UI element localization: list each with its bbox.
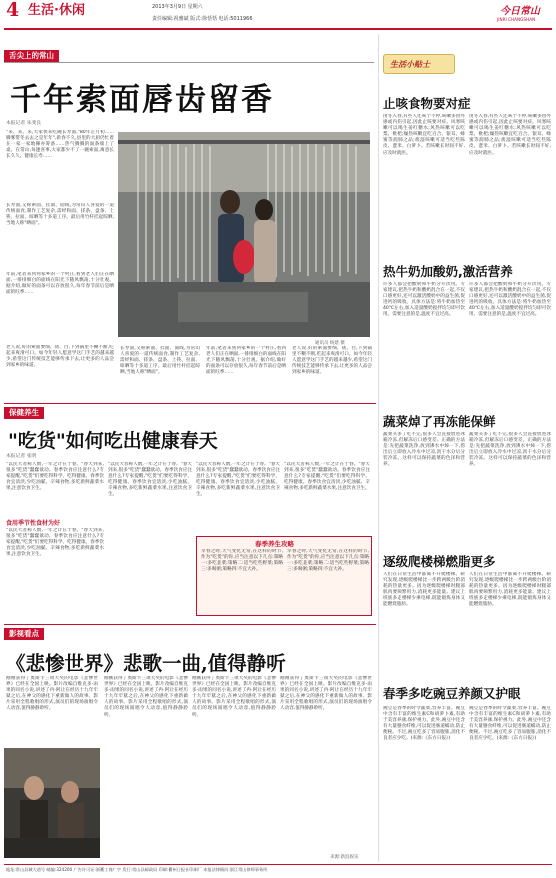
section-rule-2 — [4, 624, 376, 625]
foodie-body-col1b: "以民大者称人数,一年之计在于春。"春天到来,很多"吃货"蠢蠢欲动。春季饮食应注意什么?专家提醒,"吃货"们要吃得科学、吃得健康。春季饮食宜清淡,少吃油腻、辛辣食物,多吃新鲜蔬菜水果,注意饮食卫生。 — [6, 528, 104, 558]
main-body-col1: "来、来、来,大家快来吃碗长寿面,"80年正月初……腾雾带冬去去之是年年",新春不久,县里的大厨仍忙着在一家一家地操办筹备……热气腾腾的面条端上了桌。在常山,每逢喜事,大家都少不了一碗索面,寓意长长久久、健康长寿…… — [6, 130, 114, 160]
film-body-col1: 刚刚获得了奥斯卡三项大奖的电影《悲惨世界》已经在全国上映。影片改编自维克多·雨果的同名小说,讲述了冉·阿让在经历十九年牢狱之后,在神父的感化下重新做人的故事。影片采用全程歌唱的形式,演员们的现场演唱令人动容,值得静静聆听。 — [6, 676, 98, 712]
footer-rule — [4, 864, 552, 865]
main-body-col1b: 长寿面,又称索面、挂面、面线,为常山人喜爱的一道传统面食,制作工艺复杂,需经和面、搓条、盘条、上筷、拉面、晾晒等十多道工序。最后用竹杆挂起晾晒,当地人称"晒面"。 — [6, 203, 114, 227]
main-body-col4: 老人说,好的索面要细、韧、白,下到锅里不糊不断,吃起来爽滑可口。如今年轻人愿意学这门手艺的越来越少,希望这门传统技艺能够传承下去,让更多的人品尝到家乡的味道。 — [292, 346, 372, 376]
market-photo — [118, 132, 370, 337]
health-box-badge — [383, 54, 455, 74]
main-body-col1c: 年前,笔者来到何家乡的一个村庄,看到老人们正在晒面,一排排细白的面线在阳光下随风飘荡,十分壮观。据介绍,做好的面条可以存放很久,每年春节前后是晒面的旺季…… — [6, 272, 114, 296]
tip-3-headline: 蔬菜焯了再冻能保鲜 — [383, 414, 496, 429]
tip-2-body-a: 许多人都会把酸奶和牛奶分开饮用。专家建议,把热牛奶和酸奶混合在一起,不仅口感更好,还可以激活酸奶中的益生菌,促进钙的吸收。具体方法是:将牛奶加热至40℃左右,加入适量酸奶搅拌均匀即可饮用。需要注意的是,温度不宜过高。 — [383, 282, 465, 318]
spring-sidebar-body-2: 早春之时,天气变化无常,在这样的时节,作为"吃货"的你,应当注意以下几点:策略一:多吃韭菜;策略二:适当吃些野菜;策略三:多喝粥;策略四:不宜大补。 — [287, 549, 369, 573]
section-rule-1 — [4, 403, 376, 404]
foodie-subhead: 食用季节性食材为好 — [6, 520, 61, 527]
tip-1-headline: 止咳食物要对症 — [383, 96, 471, 111]
section-title: 生活·休闲 — [28, 3, 85, 18]
foodie-kicker: 保健养生 — [4, 407, 44, 419]
tip-1-body-b: 由冬入春,有些人还咳个不停,咳嗽多由外感或内伤引起,因此止咳要对症。风寒咳嗽可以喝生姜红糖水;风热咳嗽可以吃梨、枇杷;燥热咳嗽宜吃百合、银耳、蜂蜜等润肺之品;痰湿咳嗽可适当吃些陈皮、薏米、白萝卜。若咳嗽长时间不好,应及时就医。 — [469, 114, 551, 156]
market-photo-graphic — [118, 132, 370, 337]
main-body-col2: 长寿面,又称索面、挂面、面线,为常山人喜爱的一道传统面食,制作工艺复杂,需经和面、搓条、盘条、上筷、拉面、晾晒等十多道工序。最后用竹杆挂起晾晒,当地人称"晒面"。 — [120, 346, 200, 376]
film-kicker: 影视看点 — [4, 628, 44, 640]
tip-3-body-b: 蔬菜买多了吃不完,很多人会直接放进冰箱冷冻,但解冻后口感变差。正确的方法是:先把蔬菜洗净,放到沸水中焯一下,捞出后立即放入冷水中过凉,沥干水分后分装冷冻。这样可以保持蔬菜的色泽和营养。 — [469, 432, 551, 468]
photo-credit: 通讯员 杨建 摄 — [315, 341, 345, 346]
tip-4-body-b: 人们在日常生活中都离不开爬楼梯。研究发现,逐级爬楼梯比一步跨两级台阶消耗的热量更多。因为逐级爬楼梯时腿部肌肉要频繁用力,消耗更多能量。建议上班族多走楼梯少乘电梯,既能锻炼身体又能燃烧脂肪。 — [469, 572, 551, 608]
editor-info: 责任编辑:祝雅斌 版式:徐恬恬 电话:5011966 — [152, 16, 253, 22]
paper-name: 今日常山 — [500, 6, 540, 17]
health-box-title: 生活小贴士 — [390, 60, 430, 69]
foodie-body-col4: "以民大者称人数,一年之计在于春。"春天到来,很多"吃货"蠢蠢欲动。春季饮食应注意什么?专家提醒,"吃货"们要吃得科学、吃得健康。春季饮食宜清淡,少吃油腻、辛辣食物,多吃新鲜蔬菜水果,注意饮食卫生。 — [284, 462, 370, 492]
film-credit: 来源:新浪娱乐 — [330, 855, 359, 860]
page-number: 4 — [6, 0, 20, 21]
main-kicker: 舌尖上的常山 — [4, 50, 59, 62]
masthead — [0, 0, 556, 30]
film-still-photo — [4, 748, 100, 858]
film-still-graphic — [4, 748, 100, 858]
main-divider — [4, 62, 374, 63]
tip-4-body-a: 人们在日常生活中都离不开爬楼梯。研究发现,逐级爬楼梯比一步跨两级台阶消耗的热量更多。因为逐级爬楼梯时腿部肌肉要频繁用力,消耗更多能量。建议上班族多走楼梯少乘电梯,既能锻炼身体又能燃烧脂肪。 — [383, 572, 465, 608]
tip-5-body-a: 豌豆是春季的时令蔬菜,营养丰富。豌豆中含有丰富的维生素C和胡萝卜素,有助于美容养颜,保护视力。此外,豌豆中还含有大量膳食纤维,可以促进肠道蠕动,防止便秘。不过,豌豆吃多了容易腹胀,消化不良者应少吃。(来源:《东方日报》) — [383, 706, 465, 742]
main-headline: 千年索面唇齿留香 — [10, 82, 274, 118]
foodie-body-col3: "以民大者称人数,一年之计在于春。"春天到来,很多"吃货"蠢蠢欲动。春季饮食应注意什么?专家提醒,"吃货"们要吃得科学、吃得健康。春季饮食宜清淡,少吃油腻、辛辣食物,多吃新鲜蔬菜水果,注意饮食卫生。 — [196, 462, 280, 498]
tip-5-headline: 春季多吃豌豆养颜又护眼 — [383, 686, 521, 701]
footer-info: 地址:常山县城大道号 邮编:324200 广告许可证:浙衢工商广字 发行:常山县邮政局 印刷:衢州日报社印刷厂 本报法律顾问:浙江常山律师事务所 — [6, 867, 268, 872]
tip-2-body-b: 许多人都会把酸奶和牛奶分开饮用。专家建议,把热牛奶和酸奶混合在一起,不仅口感更好,还可以激活酸奶中的益生菌,促进钙的吸收。具体方法是:将牛奶加热至40℃左右,加入适量酸奶搅拌均匀即可饮用。需要注意的是,温度不宜过高。 — [469, 282, 551, 318]
tip-2-headline: 热牛奶加酸奶,激活营养 — [383, 264, 513, 279]
foodie-headline: "吃货"如何吃出健康春天 — [8, 430, 218, 452]
tip-3-body-a: 蔬菜买多了吃不完,很多人会直接放进冰箱冷冻,但解冻后口感变差。正确的方法是:先把蔬菜洗净,放到沸水中焯一下,捞出后立即放入冷水中过凉,沥干水分后分装冷冻。这样可以保持蔬菜的色泽和营养。 — [383, 432, 465, 468]
masthead-rule — [4, 28, 552, 30]
paper-subname: JINRI CHANGSHAN — [497, 17, 536, 22]
spring-sidebar — [196, 536, 372, 616]
film-body-col2: 刚刚获得了奥斯卡三项大奖的电影《悲惨世界》已经在全国上映。影片改编自维克多·雨果的同名小说,讲述了冉·阿让在经历十九年牢狱之后,在神父的感化下重新做人的故事。影片采用全程歌唱的形式,演员们的现场演唱令人动容,值得静静聆听。 — [104, 676, 188, 718]
main-body-col1d: 老人说,好的索面要细、韧、白,下到锅里不糊不断,吃起来爽滑可口。如今年轻人愿意学这门手艺的越来越少,希望这门传统技艺能够传承下去,让更多的人品尝到家乡的味道。 — [6, 345, 114, 369]
issue-date: 2013年3月9日 星期六 — [152, 4, 203, 10]
spring-sidebar-title: 春季养生攻略 — [255, 540, 294, 548]
health-box — [378, 34, 552, 862]
foodie-body-col2: "以民大者称人数,一年之计在于春。"春天到来,很多"吃货"蠢蠢欲动。春季饮食应注意什么?专家提醒,"吃货"们要吃得科学、吃得健康。春季饮食宜清淡,少吃油腻、辛辣食物,多吃新鲜蔬菜水果,注意饮食卫生。 — [108, 462, 192, 498]
film-body-col3: 刚刚获得了奥斯卡三项大奖的电影《悲惨世界》已经在全国上映。影片改编自维克多·雨果的同名小说,讲述了冉·阿让在经历十九年牢狱之后,在神父的感化下重新做人的故事。影片采用全程歌唱的形式,演员们的现场演唱令人动容,值得静静聆听。 — [192, 676, 276, 718]
tip-1-body-a: 由冬入春,有些人还咳个不停,咳嗽多由外感或内伤引起,因此止咳要对症。风寒咳嗽可以喝生姜红糖水;风热咳嗽可以吃梨、枇杷;燥热咳嗽宜吃百合、银耳、蜂蜜等润肺之品;痰湿咳嗽可适当吃些陈皮、薏米、白萝卜。若咳嗽长时间不好,应及时就医。 — [383, 114, 465, 156]
film-headline: 《悲惨世界》悲歌一曲,值得静听 — [6, 652, 286, 675]
foodie-body-col1: "以民大者称人数,一年之计在于春。"春天到来,很多"吃货"蠢蠢欲动。春季饮食应注意什么?专家提醒,"吃货"们要吃得科学、吃得健康。春季饮食宜清淡,少吃油腻、辛辣食物,多吃新鲜蔬菜水果,注意饮食卫生。 — [6, 462, 104, 492]
spring-sidebar-body-1: 早春之时,天气变化无常,在这样的时节,作为"吃货"的你,应当注意以下几点:策略一:多吃韭菜;策略二:适当吃些野菜;策略三:多喝粥;策略四:不宜大补。 — [201, 549, 283, 573]
main-byline: 本报记者 朱斐良 — [6, 121, 42, 126]
tip-4-headline: 逐级爬楼梯燃脂更多 — [383, 554, 496, 569]
main-body-col3: 年前,笔者来到何家乡的一个村庄,看到老人们正在晒面,一排排细白的面线在阳光下随风飘荡,十分壮观。据介绍,做好的面条可以存放很久,每年春节前后是晒面的旺季…… — [206, 346, 286, 376]
film-body-col4: 刚刚获得了奥斯卡三项大奖的电影《悲惨世界》已经在全国上映。影片改编自维克多·雨果的同名小说,讲述了冉·阿让在经历十九年牢狱之后,在神父的感化下重新做人的故事。影片采用全程歌唱的形式,演员们的现场演唱令人动容,值得静静聆听。 — [280, 676, 372, 712]
tip-5-body-b: 豌豆是春季的时令蔬菜,营养丰富。豌豆中含有丰富的维生素C和胡萝卜素,有助于美容养颜,保护视力。此外,豌豆中还含有大量膳食纤维,可以促进肠道蠕动,防止便秘。不过,豌豆吃多了容易腹胀,消化不良者应少吃。(来源:《东方日报》) — [469, 706, 551, 742]
foodie-byline: 本报记者 张明 — [6, 454, 37, 459]
